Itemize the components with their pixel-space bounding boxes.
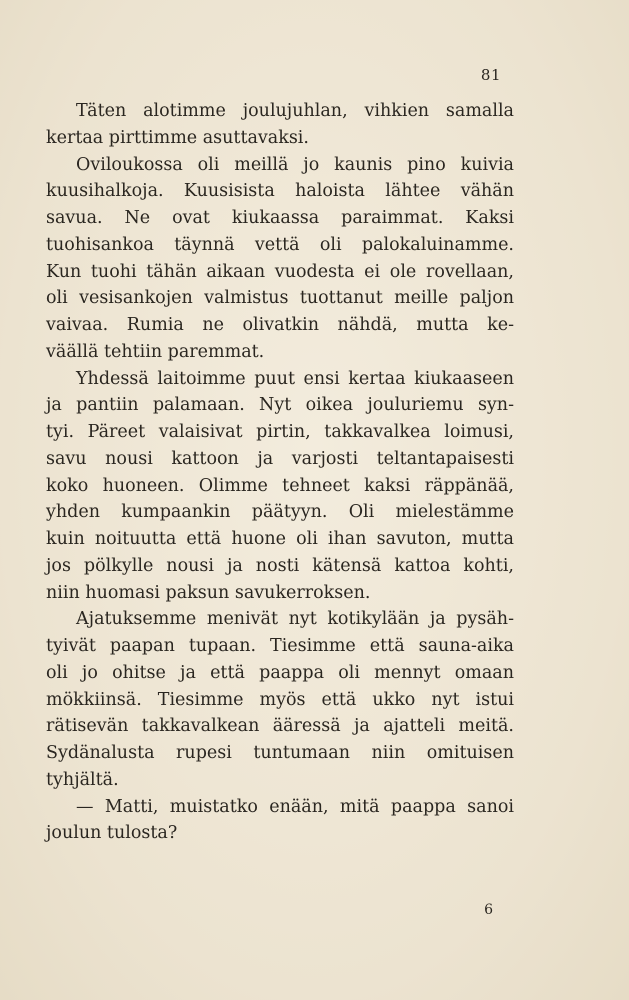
text-line: Täten alotimme joulujuhlan, vihkien samalla	[76, 101, 514, 121]
text-line: tuohisankoa täynnä vettä oli palokaluinamme.	[46, 234, 514, 255]
text-line: savu nousi kattoon ja varjosti teltantapaisesti	[46, 448, 514, 469]
printer-signature-mark: 6	[484, 902, 493, 918]
text-line: kuusihalkoja. Kuusisista haloista lähtee vähän	[46, 181, 514, 202]
text-line: ja pantiin palamaan. Nyt oikea jouluriemu syn-	[46, 395, 514, 416]
text-line: joulun tulosta?	[46, 823, 178, 844]
text-line: oli vesisankojen valmistus tuottanut meille paljon	[46, 288, 514, 309]
text-line: vaivaa. Rumia ne olivatkin nähdä, mutta ke-	[46, 315, 514, 335]
text-line: yhden kumpaankin päätyyn. Oli mielestämme	[46, 502, 514, 523]
text-line: niin huomasi paksun savukerroksen.	[46, 582, 371, 603]
text-line: Yhdessä laitoimme puut ensi kertaa kiukaaseen	[76, 368, 514, 389]
text-line: Oviloukossa oli meillä jo kaunis pino kuivia	[76, 154, 514, 175]
text-line: kuin noituutta että huone oli ihan savuton, mutta	[46, 529, 514, 549]
text-line: mökkiinsä. Tiesimme myös että ukko nyt istui	[46, 689, 514, 710]
page-number: 81	[480, 66, 501, 84]
text-line: Kun tuohi tähän aikaan vuodesta ei ole rovellaan,	[46, 261, 514, 282]
text-line: tyhjältä.	[46, 769, 119, 790]
text-line: Ajatuksemme menivät nyt kotikylään ja pysäh-	[76, 609, 514, 630]
text-line: kertaa pirttimme asuttavaksi.	[46, 127, 309, 148]
text-line: rätisevän takkavalkean ääressä ja ajatteli meitä.	[46, 716, 514, 737]
text-line: savua. Ne ovat kiukaassa paraimmat. Kaksi	[46, 208, 514, 228]
text-line: tyivät paapan tupaan. Tiesimme että sauna-aika	[46, 636, 514, 656]
text-line: koko huoneen. Olimme tehneet kaksi räppänää,	[46, 475, 514, 496]
text-line: tyi. Päreet valaisivat pirtin, takkavalkea loimusi,	[46, 422, 514, 442]
text-line: oli jo ohitse ja että paappa oli mennyt omaan	[46, 662, 514, 683]
body-text	[46, 98, 514, 847]
text-line: — Matti, muistatko enään, mitä paappa sanoi	[76, 796, 514, 817]
text-line: väällä tehtiin paremmat.	[46, 341, 265, 362]
text-line: jos pölkylle nousi ja nosti kätensä kattoa kohti,	[46, 555, 514, 576]
text-line: Sydänalusta rupesi tuntumaan niin omituisen	[46, 743, 514, 763]
